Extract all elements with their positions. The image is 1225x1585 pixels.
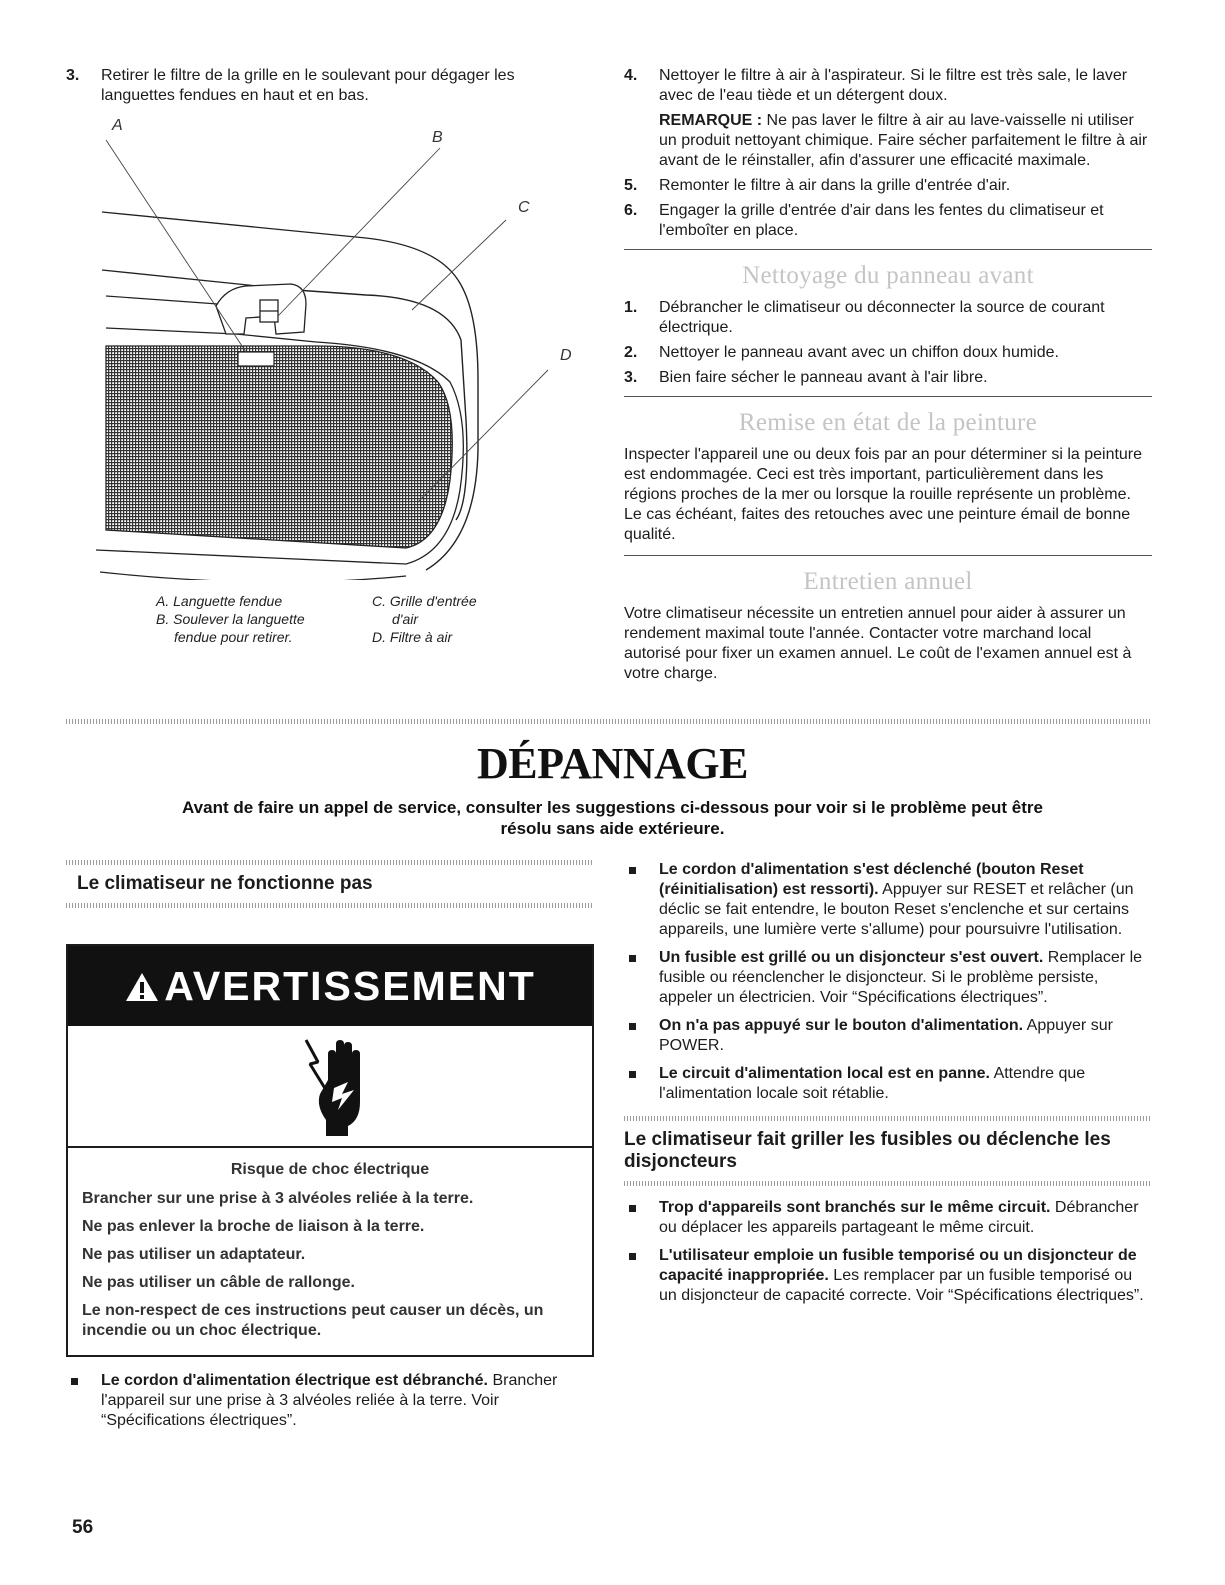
filter-steps-right-2 [624,176,1152,241]
warning-box [66,944,594,1357]
warning-line: Ne pas utiliser un câble de rallonge. [82,1274,355,1291]
label-a: A [112,117,123,134]
bullet-item [624,948,1152,1008]
step-5 [624,176,1152,196]
left-bottom-column [66,860,594,1439]
bullet-item [624,1246,1152,1306]
hatched-divider [66,719,1152,724]
warning-header [68,946,592,1026]
step-text: Nettoyer le filtre à air à l'aspirateur. Si le filtre est très sale, le laver avec de l'eau tiède et un détergent doux. [659,67,1128,104]
bullet-square-icon [629,1253,636,1260]
legend-c1: C. Grille d'entrée [372,593,477,609]
bullet-square-icon [71,1378,78,1385]
bullet-bold: L'utilisateur emploie un fusible temporisé ou un disjoncteur de capacité inappropriée. [659,1247,1137,1284]
divider [624,555,1152,556]
bullet-item [624,1198,1152,1238]
paint-paragraph: Inspecter l'appareil une ou deux fois par an pour déterminer si la peinture est endommagée. Ceci est très important, particulièrement dans les régions proches de la mer ou lorsque la rouille représente un problème. Le cas échéant, faites des retouches avec une peinture émail de bonne qualité. [624,446,1143,543]
bullet-square-icon [629,867,636,874]
hatched-rule [624,1181,1152,1186]
warning-line: Ne pas utiliser un adaptateur. [82,1246,306,1263]
annual-paragraph: Votre climatiseur nécessite un entretien annuel pour aider à assurer un rendement maximal toute l'année. Contacter votre marchand local autorisé pour fixer un examen annuel. Le coût de l'examen annuel est à votre charge. [624,605,1132,682]
warning-consequence: Le non-respect de ces instructions peut causer un décès, un incendie ou un choc électrique. [82,1302,544,1339]
bullet-list-left [66,1371,594,1431]
step-number: 2. [624,344,638,361]
subsection-heading: Le climatiseur ne fonctionne pas [77,873,373,894]
step-6 [624,201,1152,241]
legend-b1: B. Soulever la languette [156,611,305,627]
bullet-bold: Le cordon d'alimentation s'est déclenché (bouton Reset (réinitialisation) est ressorti). [659,861,1084,898]
panel-steps [624,298,1152,388]
label-c: C [518,199,530,216]
subsection-heading-2: Le climatiseur fait griller les fusibles ou déclenche les disjoncteurs [624,1129,1111,1172]
bullet-text: Débrancher ou déplacer les appareils partageant le même circuit. [659,1199,1139,1236]
step-3 [66,66,576,106]
step-text: Nettoyer le panneau avant avec un chiffon doux humide. [659,344,1059,361]
section-heading-panel: Nettoyage du panneau avant [742,262,1034,289]
step-text: Remonter le filtre à air dans la grille d'entrée d'air. [659,177,1011,194]
legend-c2: d'air [392,611,419,627]
electric-shock-icon [68,1026,592,1148]
bullet-item [624,1064,1152,1104]
warning-title: AVERTISSEMENT [164,963,536,1009]
warning-line: Brancher sur une prise à 3 alvéoles reliée à la terre. [82,1190,474,1207]
filter-steps-right [624,66,1152,106]
note-label: REMARQUE : [659,112,763,129]
warning-body [68,1148,592,1355]
legend-d: D. Filtre à air [372,629,453,645]
panel-step-2 [624,343,1152,363]
bullet-text: Appuyer sur RESET et relâcher (un déclic se fait entendre, le bouton Reset s'enclenche et sur certains appareils, une lumière verte s'allume) pour poursuivre l'utilisation. [659,881,1134,938]
bullet-text: Appuyer sur POWER. [659,1017,1113,1054]
air-conditioner-grille-illustration [66,120,576,580]
bullet-bold: Le circuit d'alimentation local est en panne. [659,1065,990,1082]
page-subtitle: Avant de faire un appel de service, consulter les suggestions ci-dessous pour voir si le problème peut être résolu sans aide extérieure. [182,798,1043,838]
bullet-bold: Le cordon d'alimentation électrique est débranché. [101,1372,488,1389]
section-heading-annual: Entretien annuel [803,568,973,595]
warning-line: Ne pas enlever la broche de liaison à la terre. [82,1218,425,1235]
warning-triangle-icon [124,949,160,1029]
bullet-square-icon [629,1205,636,1212]
bullet-square-icon [629,1071,636,1078]
label-d: D [560,347,572,364]
step-text: Engager la grille d'entrée d'air dans les fentes du climatiseur et l'emboîter en place. [659,202,1104,239]
step-number: 5. [624,177,638,194]
note-text: Ne pas laver le filtre à air au lave-vaisselle ni utiliser un produit nettoyant chimique. Faire sécher parfaitement le filtre à air avant de le réinstaller, afin d'assurer une efficacité maximale. [659,112,1148,169]
step-4 [624,66,1152,106]
section-heading-paint: Remise en état de la peinture [738,409,1038,436]
step-number: 1. [624,299,638,316]
bullet-bold: On n'a pas appuyé sur le bouton d'alimentation. [659,1017,1024,1034]
bullet-item [624,1016,1152,1056]
step-number: 3. [624,369,638,386]
right-bottom-column [624,860,1152,1314]
bullet-list-right-2 [624,1198,1152,1306]
bullet-square-icon [629,1023,636,1030]
right-top-column [624,66,1152,684]
step-number: 3. [66,67,80,84]
filter-steps-left [66,66,576,106]
bullet-item [624,860,1152,940]
bullet-bold: Trop d'appareils sont branchés sur le même circuit. [659,1199,1051,1216]
step-text: Débrancher le climatiseur ou déconnecter la source de courant électrique. [659,299,1105,336]
legend-left [156,592,305,646]
filter-figure [66,117,576,580]
left-top-column [66,66,576,645]
label-b: B [432,129,443,146]
step-text: Bien faire sécher le panneau avant à l'air libre. [659,369,988,386]
warning-risk: Risque de choc électrique [230,1161,430,1178]
panel-step-3 [624,368,1152,388]
bullet-text: Attendre que l'alimentation locale soit rétablie. [659,1065,1086,1102]
legend-right [372,592,477,646]
bullet-list-right [624,860,1152,1104]
bullet-text: Remplacer le fusible ou réenclencher le disjoncteur. Si le problème persiste, appeler un électricien. Voir “Spécifications électriques”. [659,949,1143,1006]
divider [624,249,1152,250]
divider [624,396,1152,397]
bullet-text: Brancher l'appareil sur une prise à 3 alvéoles reliée à la terre. Voir “Spécifications électriques”. [101,1372,558,1429]
legend-b2: fendue pour retirer. [174,629,293,645]
hatched-rule [624,1116,1152,1121]
bullet-text: Les remplacer par un fusible temporisé ou un disjoncteur de capacité correcte. Voir “Spécifications électriques”. [659,1267,1144,1304]
hatched-rule [66,860,594,865]
page-number: 56 [72,1517,94,1538]
bullet-bold: Un fusible est grillé ou un disjoncteur s'est ouvert. [659,949,1044,966]
step-number: 4. [624,67,638,84]
bullet-square-icon [629,955,636,962]
panel-step-1 [624,298,1152,338]
hatched-rule [66,903,594,908]
bullet-item [66,1371,594,1431]
page-title: DÉPANNAGE [477,739,748,788]
remarque-note [624,111,1152,171]
step-number: 6. [624,202,638,219]
legend-a: A. Languette fendue [156,593,283,609]
step-text: Retirer le filtre de la grille en le soulevant pour dégager les languettes fendues en haut et en bas. [101,67,515,104]
